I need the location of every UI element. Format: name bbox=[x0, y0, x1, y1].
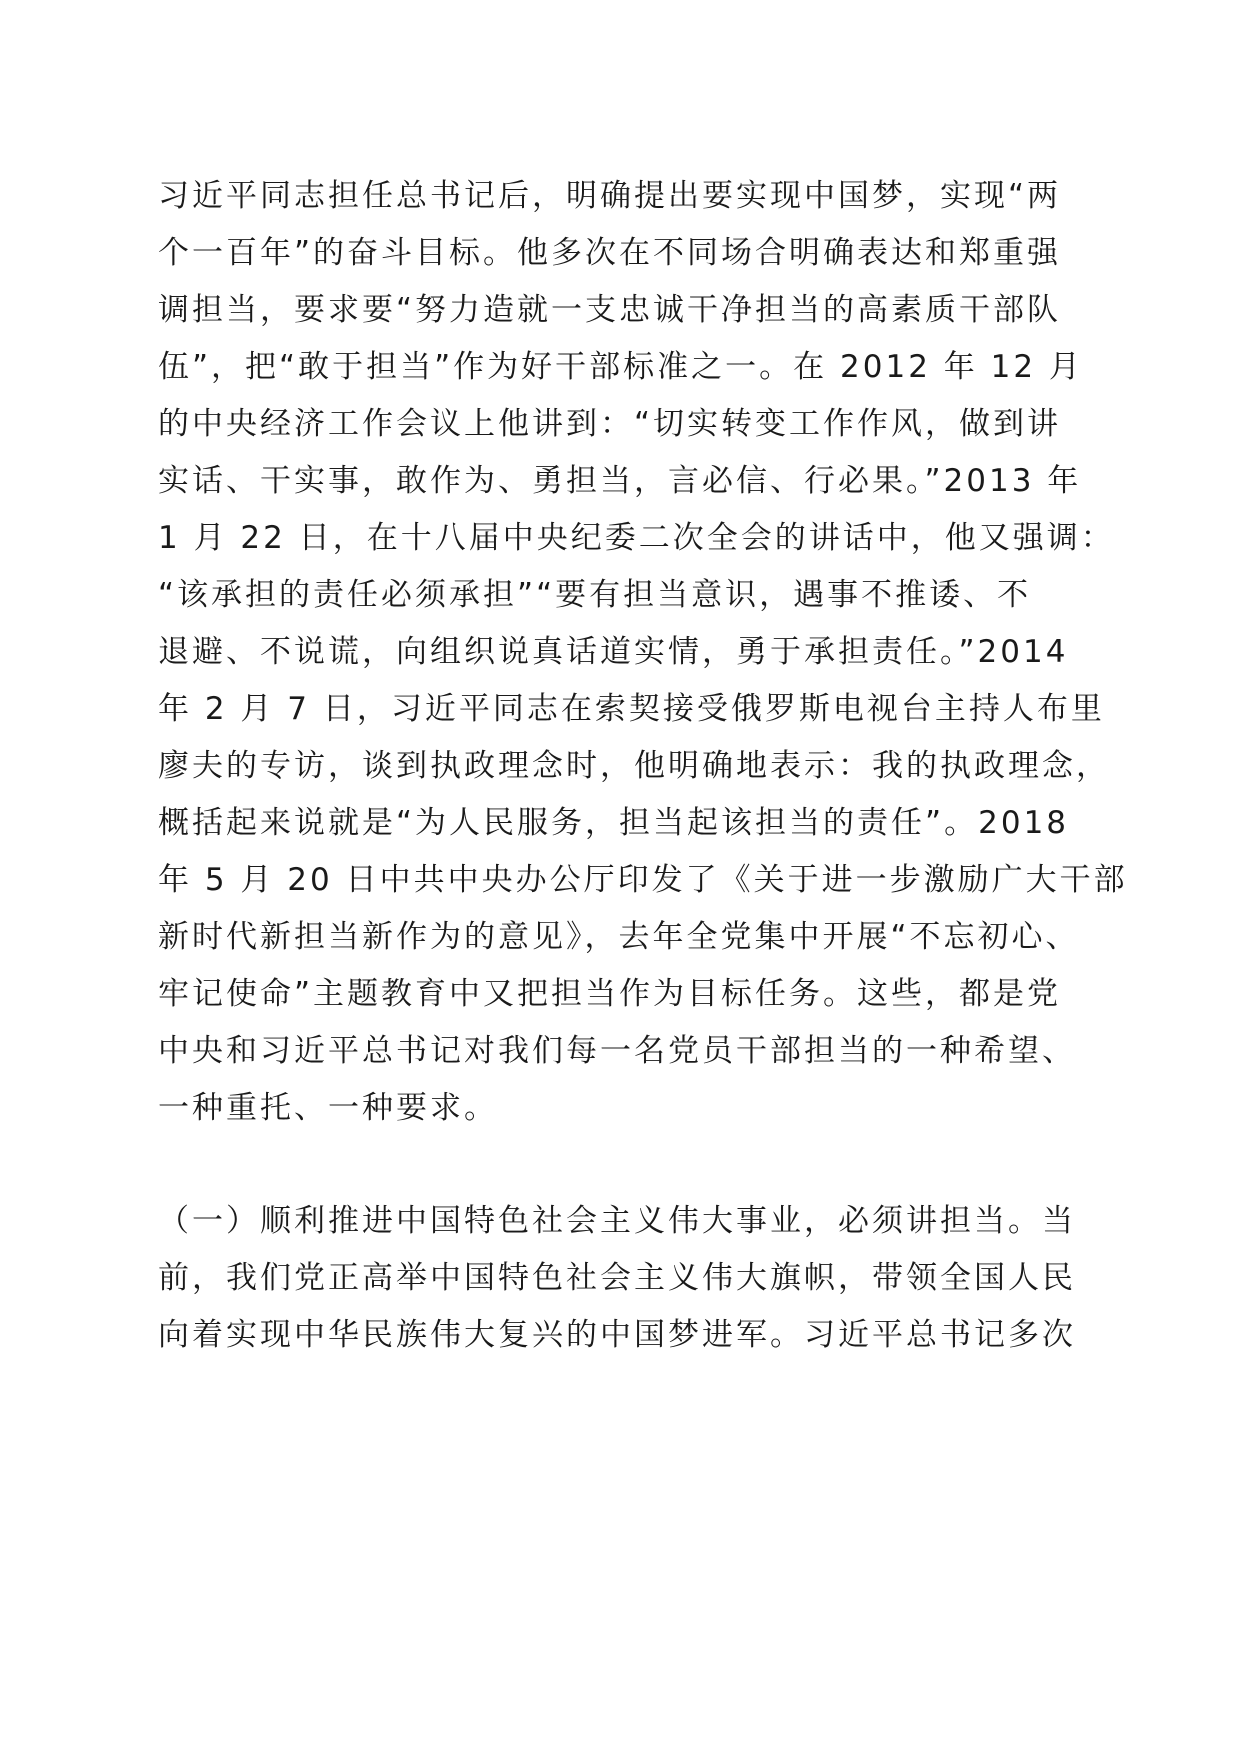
text-line: 新时代新担当新作为的意见》，去年全党集中开展“不忘初心、 bbox=[158, 919, 1080, 955]
text-line: 前，我们党正高举中国特色社会主义伟大旗帜，带领全国人民 bbox=[158, 1260, 1076, 1296]
text-line: 实话、干实事，敢作为、勇担当，言必信、行必果。”2013 年 bbox=[158, 463, 1082, 499]
text-line: 的中央经济工作会议上他讲到：“切实转变工作作风，做到讲 bbox=[158, 406, 1062, 442]
text-line: 中央和习近平总书记对我们每一名党员干部担当的一种希望、 bbox=[158, 1033, 1076, 1069]
text-line: 习近平同志担任总书记后，明确提出要实现中国梦，实现“两 bbox=[158, 178, 1062, 214]
text-line: “该承担的责任必须承担”“要有担当意识，遇事不推诿、不 bbox=[158, 577, 1032, 613]
text-line: 概括起来说就是“为人民服务，担当起该担当的责任”。2018 bbox=[158, 805, 1070, 841]
text-line: 个一百年”的奋斗目标。他多次在不同场合明确表达和郑重强 bbox=[158, 235, 1062, 271]
text-line: 牢记使命”主题教育中又把担当作为目标任务。这些，都是党 bbox=[158, 976, 1062, 1012]
text-line: 向着实现中华民族伟大复兴的中国梦进军。习近平总书记多次 bbox=[158, 1317, 1076, 1353]
text-line: 廖夫的专访，谈到执政理念时，他明确地表示：我的执政理念， bbox=[158, 748, 1110, 784]
text-line: 年 2 月 7 日，习近平同志在索契接受俄罗斯电视台主持人布里 bbox=[158, 691, 1105, 727]
text-line: 调担当，要求要“努力造就一支忠诚干净担当的高素质干部队 bbox=[158, 292, 1062, 328]
text-line: 年 5 月 20 日中共中央办公厅印发了《关于进一步激励广大干部 bbox=[158, 862, 1128, 898]
text-line: 退避、不说谎，向组织说真话道实情，勇于承担责任。”2014 bbox=[158, 634, 1069, 670]
text-line: 1 月 22 日，在十八届中央纪委二次全会的讲话中，他又强调： bbox=[158, 520, 1115, 556]
text-line: 一种重托、一种要求。 bbox=[158, 1090, 498, 1126]
text-line: （一）顺利推进中国特色社会主义伟大事业，必须讲担当。当 bbox=[158, 1203, 1076, 1239]
text-line: 伍”，把“敢于担当”作为好干部标准之一。在 2012 年 12 月 bbox=[158, 349, 1083, 385]
